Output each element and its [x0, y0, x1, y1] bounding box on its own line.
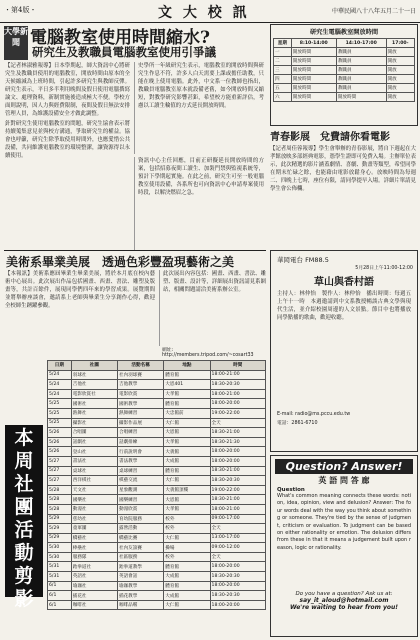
table-row [48, 562, 266, 572]
side-header-cell: 14:10-17:00 [336, 39, 386, 48]
table-cell: 5/24 [48, 370, 72, 380]
table-cell: 瑜珈社 [71, 581, 117, 591]
table-cell: 天文社 [71, 485, 117, 495]
table-cell: 18:00-20:00 [210, 600, 265, 610]
table-row [48, 543, 266, 553]
schedule-header-row [48, 361, 266, 371]
schedule-header-cell: 社團 [71, 361, 117, 371]
table-row [274, 48, 415, 57]
table-cell: 棒壘社 [71, 543, 117, 553]
table-row [274, 75, 415, 84]
table-cell: 瑜珈教學 [117, 581, 163, 591]
schedule-vertical-title-text: 本周社團活動剪影 [14, 427, 34, 610]
table-cell: 18:00-20:00 [210, 447, 265, 457]
table-cell: 合唱團 [71, 428, 117, 438]
table-cell: 5/30 [48, 552, 72, 562]
table-row [48, 389, 266, 399]
table-cell: 棋藝交流 [117, 476, 163, 486]
table-cell: 大仁館 [164, 533, 210, 543]
table-row [48, 466, 266, 476]
table-cell: 體育館 [164, 581, 210, 591]
table-row [48, 380, 266, 390]
table-cell: 校外 [164, 524, 210, 534]
table-cell: 星象觀測 [117, 485, 163, 495]
table-cell: 國樂社 [71, 495, 117, 505]
table-cell: 19:00-22:00 [210, 485, 265, 495]
table-cell: 一 [274, 48, 292, 57]
table-cell: 開放時間 [291, 66, 336, 75]
qa-question-label: Question [277, 487, 305, 493]
table-cell: 教職員 [336, 75, 386, 84]
table-row [48, 504, 266, 514]
table-cell: 插花社 [71, 591, 117, 601]
lead-body-col1: 【記者林淑雅報導】日本學期起，師大資訊中心將研究生及教職員使用的電腦教室，開放時間由原本的全天候縮減為上班時間，引起許多研究生與教師反彈。研究生表示，平日多半利用晚間及假日使用電腦撰寫論文、處理資料，新制實施後造成極大不便。學校方面則說明，因人力與經費限制，夜間及假日無法安排管理人員，為維護設備安全才做此調整。 針對研究生使用電腦教室的問題，研究生協會表示將持續蒐集意見並與校方溝通，爭取研究生的權益。協會也呼籲，研究生除爭取使用時間外，也應愛惜公共設備，共同維護電腦教室的環境整潔，讓資源得以永續使用。 [5, 63, 130, 159]
table-cell: 5/31 [48, 572, 72, 582]
table-cell: 吉他教學 [117, 380, 163, 390]
table-cell: 熱舞練習 [117, 408, 163, 418]
table-cell: 二 [274, 57, 292, 66]
qa-body: What's common meaning connects these words: notion, idea, opinion, view and delusion? Answer: The four words deal with the way you think about something or someone. They're tied by the sense of judgment, criticism or evaluation. To judgment can be based on either rationality or emotion. The delusion differs from these in that it means a judgement built upon reason, logic or rationality. [277, 493, 411, 551]
table-row [48, 581, 266, 591]
table-cell: 5/24 [48, 380, 72, 390]
table-row [48, 533, 266, 543]
table-cell: 大孝館 [164, 437, 210, 447]
page-header [0, 0, 420, 23]
table-cell: 18:00-21:00 [210, 370, 265, 380]
table-row [274, 66, 415, 75]
table-cell: 開放時間 [291, 93, 336, 102]
table-row [48, 456, 266, 466]
table-cell: 校外 [164, 552, 210, 562]
table-cell: 18:30-20:30 [210, 380, 265, 390]
table-cell: 13:00-17:00 [210, 533, 265, 543]
table-cell: 教職員 [336, 66, 386, 75]
section-badge: 大學新聞 [4, 26, 28, 60]
table-cell: 18:00-21:00 [210, 389, 265, 399]
qa-subtitle: 英 語 問 答 廊 [318, 475, 370, 485]
table-cell: 大孝館 [164, 389, 210, 399]
table-row [48, 572, 266, 582]
table-cell: 插花教學 [117, 591, 163, 601]
table-cell: 體育館 [164, 562, 210, 572]
table-cell: 英語會話 [117, 572, 163, 582]
table-cell: 全天 [210, 524, 265, 534]
table-row [48, 447, 266, 457]
table-cell: 體育館 [164, 399, 210, 409]
table-cell: 18:00-20:00 [210, 581, 265, 591]
table-cell: 大義館 [164, 447, 210, 457]
table-cell: 6/1 [48, 600, 72, 610]
table-cell: 五 [274, 84, 292, 93]
masthead: 文 大 校 訊 [158, 5, 250, 21]
table-cell: 合唱練習 [117, 428, 163, 438]
table-cell: 英語社 [71, 572, 117, 582]
table-cell: 5/26 [48, 428, 72, 438]
qa-box [270, 455, 418, 637]
table-cell: 桌球社 [71, 466, 117, 476]
table-cell: 體育館 [164, 370, 210, 380]
table-cell: 電影欣賞社 [71, 389, 117, 399]
table-cell: 社內羽球賽 [117, 370, 163, 380]
table-cell: 露營活動 [117, 524, 163, 534]
lead-body-col3: 資訊中心主任回應，目前正研擬延長開放時間的方案，包括招募夜間工讀生、加裝門禁與監視系統等，預計下學期起實施。在此之前，研究生可至一般電腦教室使用設備，各系所也可向資訊中心申請專案使用時段，以解決燃眉之急。 [134, 157, 264, 250]
table-cell: 吉他社 [71, 380, 117, 390]
side-schedule-header [274, 39, 415, 48]
table-cell: 18:30-21:00 [210, 466, 265, 476]
table-row [48, 514, 266, 524]
radio-phone: 電話：2861-6710 [277, 421, 318, 426]
table-cell: 動漫欣賞 [117, 504, 163, 514]
table-cell: 開放 [386, 57, 414, 66]
table-cell: 大恩館 [164, 495, 210, 505]
table-cell: 大仁館 [164, 600, 210, 610]
table-cell: 攝影社 [71, 418, 117, 428]
feature-body-col2: 此次展出內容包括：國畫、西畫、書法、雕塑、版畫、設計等，詳細展出資訊請見系網站，相關問題請洽美術系辦公室。 [159, 270, 266, 346]
table-cell: 校外 [164, 514, 210, 524]
table-cell: 5/29 [48, 514, 72, 524]
lead-body-col4: 針對研究生使用電腦教室的問題，研究生協會表示將持續蒐集意見並與校方溝通，爭取研究生的權益。協會也呼籲，研究生除爭取使用時間外，也應愛惜公共設備，共同維護電腦教室的環境整潔，讓資源得以永續使用。 [5, 121, 130, 159]
side-schedule-title: 研究生電腦教室開放時間 [309, 29, 379, 36]
table-cell: 操場 [164, 543, 210, 553]
table-cell: 18:30-20:30 [210, 572, 265, 582]
table-cell: 四 [274, 75, 292, 84]
table-cell: 大恩館 [164, 428, 210, 438]
table-cell: 三 [274, 66, 292, 75]
film-article [270, 128, 416, 246]
table-cell: 電影欣賞 [117, 389, 163, 399]
table-cell: 開放 [386, 75, 414, 84]
table-cell: 5/25 [48, 408, 72, 418]
table-cell: 桌球練習 [117, 466, 163, 476]
table-row [48, 485, 266, 495]
qa-title: Question? Answer! [275, 459, 413, 474]
table-cell: 18:00-21:00 [210, 504, 265, 514]
table-cell: 動漫社 [71, 504, 117, 514]
side-schedule-box [270, 24, 418, 126]
table-cell: 熱舞社 [71, 408, 117, 418]
table-row [48, 600, 266, 610]
table-cell: 09:00-17:00 [210, 514, 265, 524]
table-cell: 6/1 [48, 591, 72, 601]
side-header-cell: 17:00- [386, 39, 414, 48]
film-headline: 青春影展 兌費請你看電影 [270, 132, 390, 143]
table-cell: 開放 [386, 93, 414, 102]
table-cell: 育幼院服務 [117, 514, 163, 524]
radio-body: 主持人：林仲怡 製作人：林仲怡 播出時間：每週五上午十一時 本週邀請到中文系教授暢談古典文學與現代生活，並介紹校園周邊的人文景點。節目中也將播放同學點播的歌曲，歡迎收聽。 [277, 291, 411, 321]
table-row [48, 408, 266, 418]
table-cell: 大仁館 [164, 418, 210, 428]
table-cell: 國樂練習 [117, 495, 163, 505]
table-cell: 5/28 [48, 495, 72, 505]
table-row [48, 495, 266, 505]
table-cell: 大恩401 [164, 380, 210, 390]
table-cell: 登山社 [71, 447, 117, 457]
table-row [48, 399, 266, 409]
side-header-cell: 星期 [274, 39, 292, 48]
qa-cta: Do you have a question? Ask us at: [295, 591, 393, 597]
table-cell: 5/30 [48, 543, 72, 553]
table-cell: 5/31 [48, 562, 72, 572]
table-cell: 5/25 [48, 418, 72, 428]
table-row [274, 93, 415, 102]
table-cell: 5/26 [48, 447, 72, 457]
table-cell: 開放 [386, 66, 414, 75]
table-cell: 18:00-20:00 [210, 399, 265, 409]
table-cell: 18:30-20:30 [210, 591, 265, 601]
qa-footer: We're waiting to hear from you! [289, 604, 399, 611]
table-cell: 19:00-22:00 [210, 408, 265, 418]
feature-headline: 美術系畢業美展 透過色彩豐盈現藝術之美 [6, 255, 235, 269]
table-row [274, 84, 415, 93]
table-cell: 國術社 [71, 399, 117, 409]
table-cell: 開放 [386, 84, 414, 93]
table-cell: 教職員 [336, 57, 386, 66]
table-cell: 6/1 [48, 581, 72, 591]
side-schedule-table [273, 38, 415, 102]
schedule-header-cell: 時間 [210, 361, 265, 371]
film-body: 【記者周佳蓉報導】學生會舉辦的青春影展，將自下週起在大孝館放映多部經典電影，憑學生證即可免費入場。主辦單位表示，此次精選的影片涵蓋劇情、喜劇、動畫等類型，希望同學在期末忙碌之餘，也能藉由電影放鬆身心。放映時間為每週二、四晚上七時，座位有限，請同學提早入場。詳細片單請見學生會公佈欄。 [270, 146, 416, 192]
table-cell: 5/25 [48, 399, 72, 409]
table-cell: 咖啡社 [71, 600, 117, 610]
table-cell: 大孝館 [164, 504, 210, 514]
table-cell: 大成館 [164, 591, 210, 601]
table-row [48, 591, 266, 601]
table-cell: 大仁館 [164, 476, 210, 486]
radio-email[interactable]: E-mail: radio@ms.pccu.edu.tw [277, 412, 351, 417]
table-cell: 話劇社 [71, 437, 117, 447]
table-cell: 5/24 [48, 389, 72, 399]
schedule-header-cell: 地點 [164, 361, 210, 371]
table-cell: 服務隊 [71, 552, 117, 562]
lead-subhead: 研究生及教職員電腦教室使用引爭議 [32, 45, 216, 59]
table-cell: 社內友誼賽 [117, 543, 163, 553]
table-cell: 攝影作品展 [117, 418, 163, 428]
table-cell: 羽球社 [71, 370, 117, 380]
table-cell: 話劇排練 [117, 437, 163, 447]
table-cell: 18:00-20:00 [210, 456, 265, 466]
issue-date: 中華民國八十八年五月二十一日 [331, 8, 416, 15]
feature-body-col1: 【本報訊】美術系應屆畢業生畢業美展，將於本月底在校內藝術中心展出。此次展出作品包括國畫、西畫、書法、雕塑及版畫等，共計百餘件，展現同學們四年來的學習成果。展覽期間並將舉辦座談會，邀請系上老師與畢業生分享創作心得，歡迎全校師生踴躍參觀。 [5, 271, 155, 309]
club-schedule-table [47, 360, 266, 610]
table-row [48, 370, 266, 380]
table-cell: 18:30-21:00 [210, 428, 265, 438]
table-row [48, 524, 266, 534]
table-cell: 5/28 [48, 504, 72, 514]
table-cell: 5/26 [48, 437, 72, 447]
table-cell: 大忠館前 [164, 408, 210, 418]
table-cell: 跆拳道社 [71, 562, 117, 572]
table-row [48, 418, 266, 428]
table-row [48, 476, 266, 486]
lead-body-col2: 史學所一年級研究生表示，電腦教室的開放時間與研究生作息不符，許多人白天需要上課或擔任助教，只能在晚上使用電腦。此外，中文系一位教師也指出，教職員電腦教室原本就設備老舊，如今開放時間又縮短，對教學研究影響甚鉅，希望校方能重新評估，考慮以工讀生輪值的方式延長開放時間。 [134, 62, 264, 154]
radio-airtime: 5月28日上午11:00-12:00 [355, 266, 413, 271]
table-cell: 全天 [210, 418, 265, 428]
qa-email[interactable]: say_it_aloud@hotmail.com [299, 597, 389, 604]
table-cell: 書法社 [71, 456, 117, 466]
table-cell: 大成館 [164, 572, 210, 582]
table-cell: 行前說明會 [117, 447, 163, 457]
table-cell: 慈幼社 [71, 514, 117, 524]
table-cell: 西洋棋社 [71, 476, 117, 486]
table-row [48, 552, 266, 562]
table-row [48, 437, 266, 447]
table-cell: 大成館 [164, 456, 210, 466]
table-cell: 全天 [210, 552, 265, 562]
feature-link[interactable]: 網址: http://members.tripod.com/~cosart33 [162, 348, 254, 358]
table-cell: 體育館 [164, 466, 210, 476]
radio-station: 華岡電台 FM88.5 [277, 256, 329, 264]
table-cell: 開放 [386, 48, 414, 57]
page-number: ・第4版・ [4, 6, 37, 14]
side-header-cell: 8:10-14:00 [291, 39, 336, 48]
section-divider [4, 250, 266, 251]
table-cell: 咖啡品嚐 [117, 600, 163, 610]
table-cell: 18:30-21:00 [210, 495, 265, 505]
table-cell: 橋藝社 [71, 533, 117, 543]
table-cell: 5/27 [48, 476, 72, 486]
lead-headline: 電腦教室使用時間縮水? [30, 28, 210, 48]
table-cell: 書法教學 [117, 456, 163, 466]
table-cell: 開放時間 [336, 93, 386, 102]
table-cell: 教職員 [336, 48, 386, 57]
table-cell: 18:30-21:30 [210, 437, 265, 447]
table-cell: 六 [274, 93, 292, 102]
table-cell: 5/29 [48, 524, 72, 534]
table-cell: 童軍團 [71, 524, 117, 534]
table-cell: 開放時間 [291, 75, 336, 84]
radio-box [270, 250, 418, 452]
table-cell: 5/27 [48, 466, 72, 476]
table-row [48, 428, 266, 438]
table-cell: 開放時間 [291, 57, 336, 66]
schedule-header-cell: 日期 [48, 361, 72, 371]
table-row [274, 57, 415, 66]
schedule-vertical-title [5, 425, 43, 610]
table-cell: 跆拳道教學 [117, 562, 163, 572]
table-cell: 09:00-12:00 [210, 543, 265, 553]
table-cell: 大義館頂樓 [164, 485, 210, 495]
table-cell: 國術教學 [117, 399, 163, 409]
radio-program: 草山與香村語 [314, 277, 374, 288]
table-cell: 開放時間 [291, 84, 336, 93]
table-cell: 社區服務 [117, 552, 163, 562]
table-cell: 5/28 [48, 485, 72, 495]
table-cell: 18:00-20:00 [210, 562, 265, 572]
table-cell: 5/29 [48, 533, 72, 543]
table-cell: 18:30-20:30 [210, 476, 265, 486]
table-cell: 開放時間 [291, 48, 336, 57]
table-cell: 橋藝比賽 [117, 533, 163, 543]
table-cell: 教職員 [336, 84, 386, 93]
schedule-header-cell: 活動名稱 [117, 361, 163, 371]
table-cell: 5/27 [48, 456, 72, 466]
